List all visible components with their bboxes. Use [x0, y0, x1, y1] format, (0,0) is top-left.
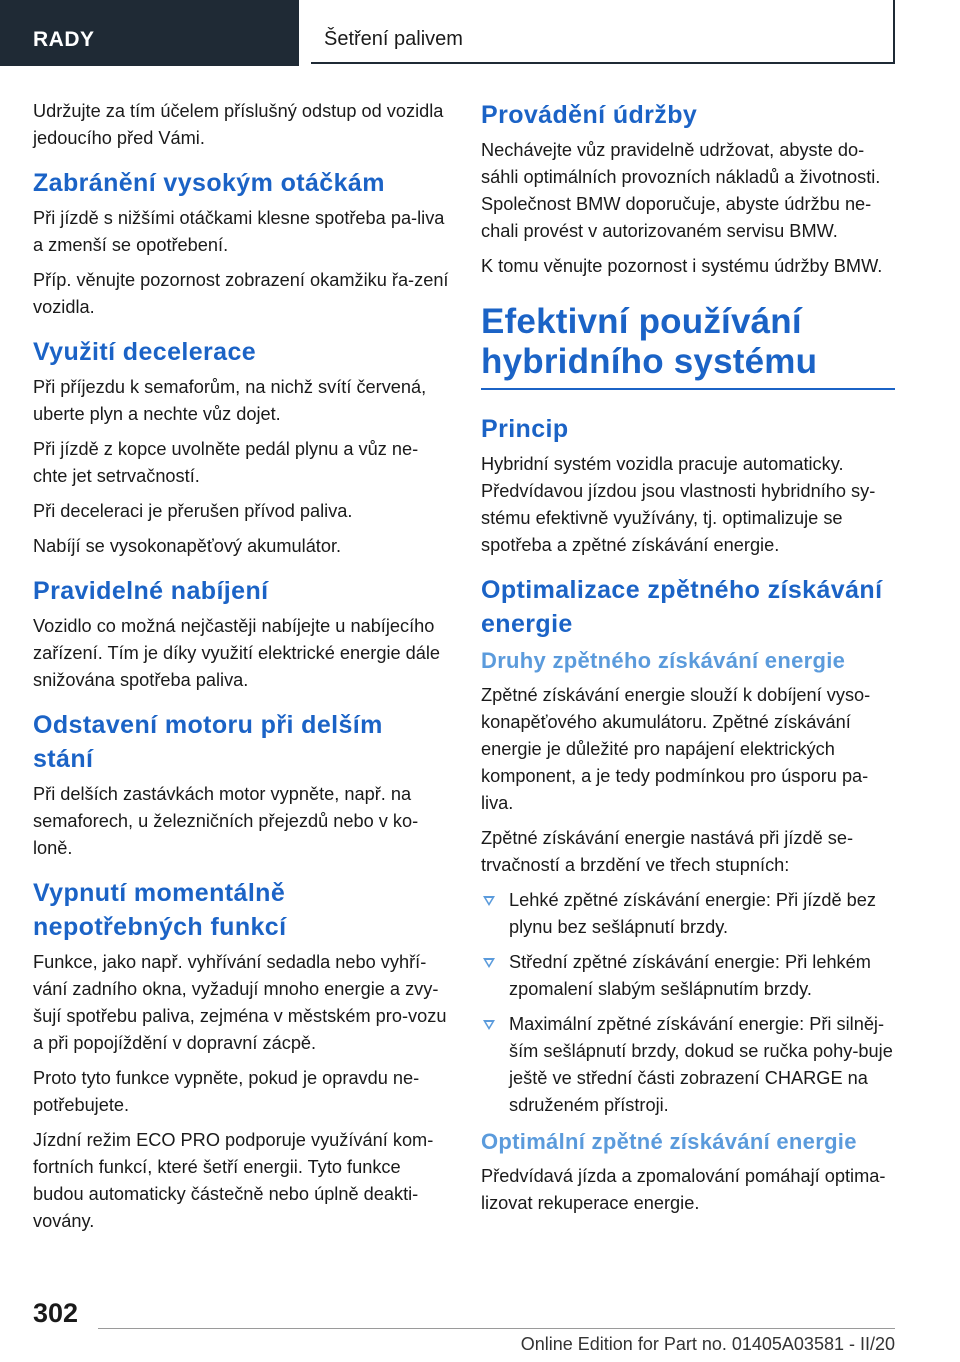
paragraph: Při deceleraci je přerušen přívod paliva.: [33, 501, 353, 521]
heading-maintenance: Provádění údržby: [481, 101, 698, 129]
heading-high-revs: Zabránění vysokým otáčkám: [33, 169, 385, 197]
paragraph: Hybridní systém vozidla pracuje automaticky. Předvídavou jízdou jsou vlastnosti hybridního sy-stému efektivně využívány, tj. optimalizuje se spotřeba a zpětné získávání energie.: [481, 454, 876, 555]
list-item: [481, 949, 895, 1003]
triangle-bullet-icon: [483, 1020, 495, 1030]
paragraph: Při jízdě z kopce uvolněte pedál plynu a vůz ne-chte jet setrvačností.: [33, 439, 419, 486]
paragraph: Předvídavá jízda a zpomalování pomáhají optima-lizovat rekuperace energie.: [481, 1166, 886, 1213]
heading-principle: Princip: [481, 415, 569, 443]
heading-disable-functions: Vypnutí momentálně nepotřebných funkcí: [33, 879, 287, 941]
paragraph: Při příjezdu k semaforům, na nichž svítí červená, uberte plyn a nechte vůz dojet.: [33, 377, 427, 424]
paragraph: Vozidlo co možná nejčastěji nabíjejte u nabíjecího zařízení. Tím je díky využití elektrické energie dále snižována spotřeba paliva.: [33, 616, 441, 690]
section-tab: RADY: [0, 0, 299, 66]
paragraph: Proto tyto funkce vypněte, pokud je opravdu ne-potřebujete.: [33, 1068, 420, 1115]
paragraph: Zpětné získávání energie slouží k dobíjení vyso-konapěťového akumulátoru. Zpětné získávání energie je důležité pro napájení elektrických komponent, a je tedy podmínkou pro úsporu pa-liva.: [481, 685, 871, 813]
subheading-optimal-recuperation: Optimální zpětné získávání energie: [481, 1129, 857, 1154]
heading-deceleration: Využití decelerace: [33, 338, 257, 366]
paragraph: Nabíjí se vysokonapěťový akumulátor.: [33, 536, 342, 556]
footer-divider: [98, 1328, 895, 1329]
list-item-text: Střední zpětné získávání energie: Při lehkém zpomalení slabým sešlápnutím brzdy.: [509, 952, 871, 999]
right-column: [481, 98, 895, 1225]
paragraph: Při delších zastávkách motor vypněte, např. na semaforech, u železničních přejezdů nebo v ko-loně.: [33, 784, 419, 858]
heading-recuperation-optimization: Optimalizace zpětného získávání energie: [481, 576, 883, 638]
list-item: [481, 1011, 895, 1119]
list-item-text: Lehké zpětné získávání energie: Při jízdě bez plynu bez sešlápnutí brzdy.: [509, 890, 877, 937]
intro-paragraph: Udržujte za tím účelem příslušný odstup od vozidla jedoucího před Vámi.: [33, 101, 444, 148]
chapter-title: Šetření palivem: [311, 0, 895, 64]
paragraph: Při jízdě s nižšími otáčkami klesne spotřeba pa-liva a zmenší se opotřebení.: [33, 208, 445, 255]
page-number: 302: [33, 1298, 79, 1328]
triangle-bullet-icon: [483, 958, 495, 968]
paragraph: Nechávejte vůz pravidelně udržovat, abyste do-sáhli optimálních provozních nákladů a životnosti. Společnost BMW doporučuje, abyste údržbu ne-chali provést v autorizovaném servisu BMW.: [481, 140, 881, 241]
page-header: [0, 0, 960, 66]
paragraph: Příp. věnujte pozornost zobrazení okamžiku řa-zení vozidla.: [33, 270, 449, 317]
left-column: [33, 98, 449, 1243]
paragraph: K tomu věnujte pozornost i systému údržby BMW.: [481, 256, 883, 276]
triangle-bullet-icon: [483, 896, 495, 906]
subheading-recuperation-types: Druhy zpětného získávání energie: [481, 648, 846, 673]
list-item: [481, 887, 895, 941]
list-item-text: Maximální zpětné získávání energie: Při silněj-ším sešlápnutí brzdy, dokud se ručka pohy-buje ještě ve střední části zobrazení CHARGE na sdruženém přístroji.: [509, 1014, 893, 1115]
paragraph: Zpětné získávání energie nastává při jízdě se-trvačností a brzdění ve třech stupních:: [481, 828, 854, 875]
heading-engine-off: Odstavení motoru při delším stání: [33, 711, 383, 773]
paragraph: Funkce, jako např. vyhřívání sedadla nebo vyhří-vání zadního okna, vyžadují mnoho energie a zvy-šují spotřebu paliva, zejména v městském pro-vozu a při popojíždění v dopravní zácpě.: [33, 952, 447, 1053]
paragraph: Jízdní režim ECO PRO podporuje využívání kom-fortních funkcí, které šetří energii. Tyto funkce budou automaticky částečně nebo úplně deakti-vovány.: [33, 1130, 434, 1231]
chapter-heading-hybrid: Efektivní používání hybridního systému: [481, 302, 895, 390]
heading-regular-charging: Pravidelné nabíjení: [33, 577, 269, 605]
recuperation-levels-list: [481, 887, 895, 1119]
edition-note: Online Edition for Part no. 01405A03581 - II/20: [520, 1334, 895, 1354]
